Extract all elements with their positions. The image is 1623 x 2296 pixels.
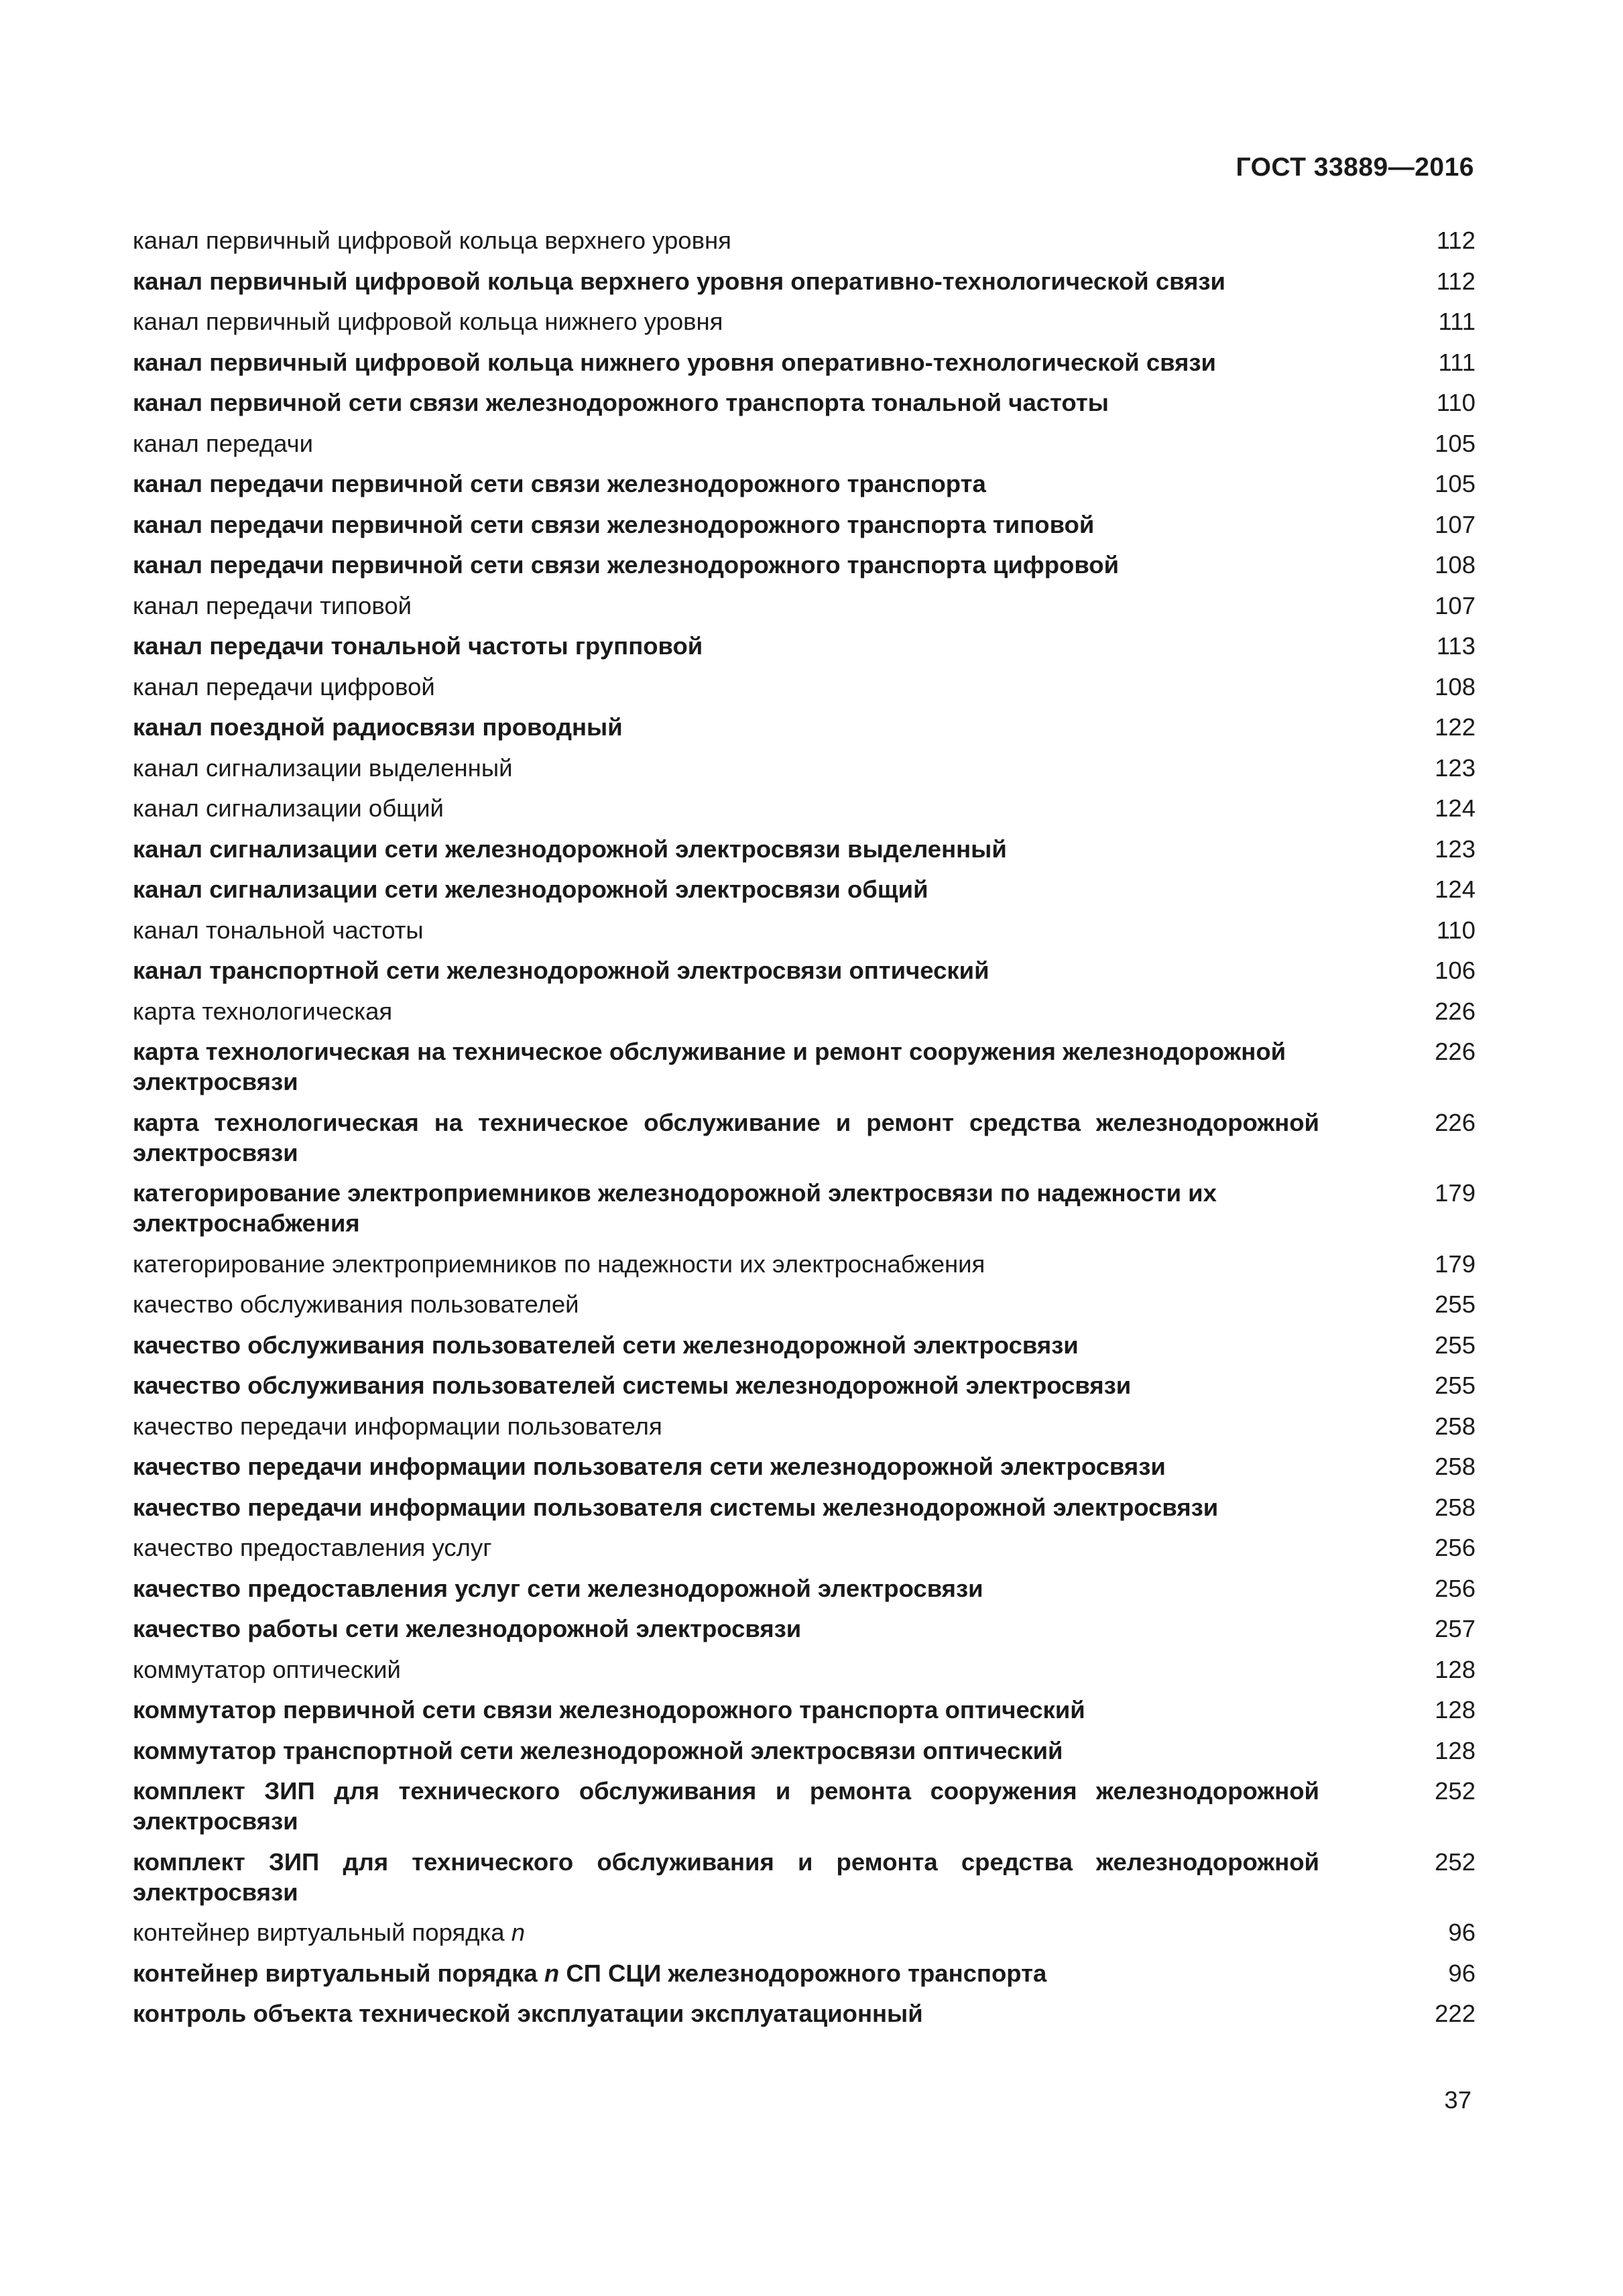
index-page-ref: 256 [1435,1534,1476,1561]
index-entry [133,1330,1476,1360]
term-text: канал первичный цифровой кольца верхнего уровня [133,227,731,254]
term-text: качество предоставления услуг сети железнодорожной электросвязи [133,1574,983,1602]
page-number: 37 [1444,2086,1471,2114]
index-page-ref: 226 [1435,997,1476,1025]
term-text: карта технологическая на техническое обслуживание и ремонт сооружения железнодорожной электросвязи [133,1038,1286,1095]
index-entry [133,874,1476,904]
index-term [133,591,1319,621]
term-text: канал сигнализации сети железнодорожной электросвязи выделенный [133,835,1007,863]
index-entry [133,469,1476,499]
index-term [133,306,1319,337]
index-entry [133,1847,1476,1907]
index-page-ref: 107 [1435,510,1476,538]
index-entry [133,266,1476,296]
term-text: качество передачи информации пользователя [133,1412,662,1440]
term-text: коммутатор оптический [133,1655,401,1683]
term-text: канал сигнализации выделенный [133,753,513,782]
index-entry [133,793,1476,823]
index-term [133,1289,1319,1319]
term-text: канал передачи первичной сети связи железнодорожного транспорта цифровой [133,551,1120,579]
index-entry [133,834,1476,864]
term-text: качество предоставления услуг [133,1534,492,1561]
alphabetical-index [133,225,1476,2039]
index-page-ref: 255 [1435,1290,1476,1318]
index-page-ref: 123 [1435,835,1476,863]
index-page-ref: 128 [1435,1736,1476,1764]
index-term [133,550,1319,580]
term-text: канал передачи [133,429,314,457]
term-text: канал первичный цифровой кольца нижнего уровня [133,308,723,335]
index-term [133,631,1319,661]
index-term [133,225,1319,255]
index-page-ref: 113 [1436,632,1476,660]
term-text: качество обслуживания пользователей системы железнодорожной электросвязи [133,1372,1132,1399]
term-text: канал первичной сети связи железнодорожного транспорта тональной частоты [133,389,1109,416]
index-term [133,1917,1319,1947]
index-term [133,1958,1319,1988]
index-page-ref: 110 [1436,389,1476,416]
index-term [133,266,1319,296]
index-page-ref: 179 [1435,1250,1476,1278]
term-text: карта технологическая [133,997,393,1025]
index-term [133,1330,1319,1360]
index-page-ref: 252 [1435,1777,1476,1805]
index-term [133,1573,1319,1604]
index-entry [133,753,1476,783]
term-text: СП СЦИ железнодорожного транспорта [559,1959,1047,1987]
index-term [133,469,1319,499]
index-entry [133,1411,1476,1441]
index-entry [133,550,1476,580]
index-entry [133,591,1476,621]
index-entry [133,428,1476,459]
term-text: канал сигнализации сети железнодорожной электросвязи общий [133,875,928,903]
index-entry [133,1776,1476,1836]
term-text: канал транспортной сети железнодорожной электросвязи оптический [133,957,989,984]
index-entry [133,1998,1476,2029]
index-page-ref: 128 [1435,1696,1476,1724]
index-entry [133,955,1476,985]
index-entry [133,1178,1476,1238]
index-page-ref: 258 [1435,1493,1476,1521]
term-text: качество обслуживания пользователей сети железнодорожной электросвязи [133,1331,1079,1359]
term-text: канал передачи первичной сети связи железнодорожного транспорта [133,470,986,497]
index-term [133,1107,1319,1168]
index-page-ref: 256 [1435,1574,1476,1602]
index-page-ref: 105 [1435,470,1476,497]
index-term [133,1370,1319,1400]
index-entry [133,1532,1476,1563]
index-page-ref: 226 [1435,1038,1476,1065]
index-page-ref: 252 [1435,1848,1476,1876]
index-term [133,1178,1319,1238]
index-entry [133,631,1476,661]
term-text: канал сигнализации общий [133,794,444,822]
index-entry [133,387,1476,418]
term-text: качество работы сети железнодорожной электросвязи [133,1615,802,1642]
index-page-ref: 257 [1435,1615,1476,1642]
index-term [133,428,1319,459]
index-page-ref: 222 [1435,2000,1476,2027]
index-term [133,672,1319,702]
index-entry [133,996,1476,1026]
index-page-ref: 124 [1435,794,1476,822]
term-text: канал передачи тональной частоты групповой [133,632,703,660]
index-page-ref: 111 [1438,308,1476,335]
index-page-ref: 112 [1436,267,1476,295]
term-text: канал тональной частоты [133,916,424,944]
index-page-ref: 112 [1436,227,1476,254]
index-entry [133,1958,1476,1988]
index-term [133,1411,1319,1441]
index-term [133,1695,1319,1725]
index-term [133,1249,1319,1279]
index-term [133,996,1319,1026]
index-term [133,1654,1319,1685]
term-text: карта технологическая на техническое обслуживание и ремонт средства железнодорожной электросвязи [133,1108,1319,1166]
standard-designation: ГОСТ 33889—2016 [1236,153,1474,182]
index-term [133,1532,1319,1563]
index-entry [133,509,1476,540]
italic-variable: n [544,1959,560,1987]
index-term [133,915,1319,945]
index-term [133,509,1319,540]
index-entry [133,1370,1476,1400]
term-text: качество передачи информации пользователя сети железнодорожной электросвязи [133,1453,1166,1480]
index-entry [133,1036,1476,1097]
index-entry [133,225,1476,255]
index-term [133,753,1319,783]
index-entry [133,672,1476,702]
index-page-ref: 107 [1435,591,1476,619]
index-page-ref: 123 [1435,753,1476,782]
term-text: категорирование электроприемников по надежности их электроснабжения [133,1250,985,1278]
index-term [133,1736,1319,1766]
index-page-ref: 110 [1436,916,1476,944]
index-term [133,955,1319,985]
term-text: комплект ЗИП для технического обслуживания и ремонта сооружения железнодорожной электросвязи [133,1777,1319,1835]
index-term [133,1847,1319,1907]
index-page-ref: 226 [1435,1108,1476,1136]
index-page-ref: 128 [1435,1655,1476,1683]
index-term [133,1451,1319,1482]
index-entry [133,1573,1476,1604]
index-term [133,793,1319,823]
index-page-ref: 108 [1435,672,1476,701]
index-page-ref: 96 [1448,1919,1476,1946]
index-page-ref: 111 [1438,348,1476,376]
index-entry [133,1107,1476,1168]
term-text: канал передачи цифровой [133,672,435,701]
term-text: контейнер виртуальный порядка [133,1959,544,1987]
index-entry [133,306,1476,337]
term-text: коммутатор транспортной сети железнодорожной электросвязи оптический [133,1736,1063,1764]
index-page-ref: 255 [1435,1372,1476,1399]
index-page-ref: 258 [1435,1453,1476,1480]
index-entry [133,1492,1476,1522]
index-entry [133,1736,1476,1766]
index-entry [133,1614,1476,1644]
term-text: канал передачи типовой [133,591,412,619]
index-entry [133,1249,1476,1279]
index-entry [133,1289,1476,1319]
index-entry [133,1654,1476,1685]
index-page-ref: 108 [1435,551,1476,579]
index-page-ref: 122 [1435,713,1476,741]
term-text: канал первичный цифровой кольца нижнего уровня оперативно-технологической связи [133,348,1216,376]
index-term [133,1614,1319,1644]
index-page-ref: 96 [1448,1959,1476,1987]
term-text: коммутатор первичной сети связи железнодорожного транспорта оптический [133,1696,1085,1724]
term-text: качество передачи информации пользователя системы железнодорожной электросвязи [133,1493,1219,1521]
index-term [133,1776,1319,1836]
index-term [133,1492,1319,1522]
index-term [133,387,1319,418]
index-page-ref: 179 [1435,1179,1476,1207]
term-text: канал передачи первичной сети связи железнодорожного транспорта типовой [133,510,1095,538]
index-term [133,712,1319,742]
index-term [133,347,1319,377]
term-text: канал поездной радиосвязи проводный [133,713,623,741]
index-term [133,1036,1319,1097]
term-text: контроль объекта технической эксплуатации эксплуатационный [133,2000,923,2027]
italic-variable: n [511,1919,526,1946]
index-term [133,834,1319,864]
term-text: контейнер виртуальный порядка [133,1919,512,1946]
index-entry [133,347,1476,377]
index-term [133,874,1319,904]
term-text: качество обслуживания пользователей [133,1290,579,1318]
index-term [133,1998,1319,2029]
index-page-ref: 105 [1435,429,1476,457]
index-entry [133,1695,1476,1725]
index-entry [133,1917,1476,1947]
term-text: комплект ЗИП для технического обслуживания и ремонта средства железнодорожной электросвязи [133,1848,1319,1906]
index-entry [133,712,1476,742]
index-page-ref: 124 [1435,875,1476,903]
term-text: канал первичный цифровой кольца верхнего уровня оперативно-технологической связи [133,267,1225,295]
index-page-ref: 258 [1435,1412,1476,1440]
index-entry [133,1451,1476,1482]
term-text: категорирование электроприемников железнодорожной электросвязи по надежности их электроснабжения [133,1179,1217,1237]
index-page-ref: 106 [1435,957,1476,984]
index-page-ref: 255 [1435,1331,1476,1359]
index-entry [133,915,1476,945]
